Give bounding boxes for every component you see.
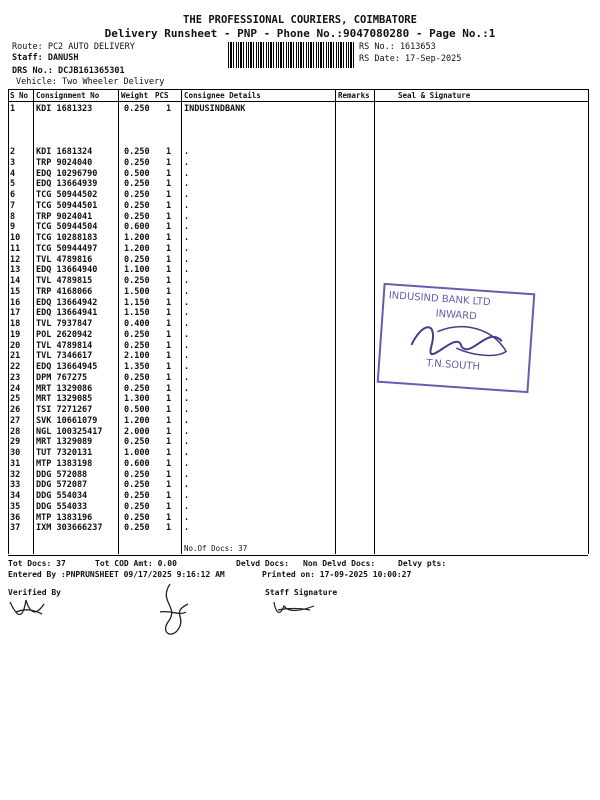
stamp-signature-scribble xyxy=(401,314,514,364)
row-sno: 19 xyxy=(10,329,21,340)
row-weight: 0.250 xyxy=(124,211,150,222)
row-sno: 17 xyxy=(10,308,21,319)
row-sno: 21 xyxy=(10,351,21,362)
row-weight: 0.250 xyxy=(124,254,150,265)
stamp-bank-name: INDUSIND BANK LTD xyxy=(388,290,491,309)
row-pcs: 1 xyxy=(166,501,172,512)
row-sno: 34 xyxy=(10,491,21,501)
row-weight: 2.100 xyxy=(124,351,150,362)
row-sno: 2 xyxy=(10,147,16,157)
row-consignee-details: . xyxy=(184,469,190,480)
row-consignee-details: . xyxy=(184,286,190,297)
row-consignee-details: . xyxy=(184,297,190,308)
row-consignment-no: DDG 572087 xyxy=(36,480,88,491)
row-sno: 36 xyxy=(10,512,21,523)
row-sno: 26 xyxy=(10,405,21,415)
row-pcs: 1 xyxy=(166,265,172,276)
row-weight: 0.250 xyxy=(124,329,150,340)
row-pcs: 1 xyxy=(166,340,172,351)
row-sno: 5 xyxy=(10,179,16,190)
row-sno: 25 xyxy=(10,394,21,405)
rs-date: RS Date: 17-Sep-2025 xyxy=(359,54,462,64)
row-consignment-no: DPM 767275 xyxy=(36,372,88,383)
row-sno: 18 xyxy=(10,319,21,329)
row-consignee-details: . xyxy=(184,426,190,437)
col-seal-header: Seal & Signature xyxy=(398,91,471,100)
row-weight: 1.200 xyxy=(124,233,150,243)
col-remarks-header: Remarks xyxy=(338,91,370,100)
row-consignee-details: . xyxy=(184,329,190,340)
row-weight: 0.250 xyxy=(124,200,150,211)
row-pcs: 1 xyxy=(166,351,172,362)
row-consignee-details: . xyxy=(184,351,190,362)
entered-by: Entered By :PNPRUNSHEET 09/17/2025 9:16:12 AM xyxy=(8,570,225,579)
row-weight: 0.250 xyxy=(124,491,150,501)
row-pcs: 1 xyxy=(166,383,172,394)
row-consignee-details: . xyxy=(184,405,190,415)
row-weight: 1.350 xyxy=(124,362,150,372)
delvd-docs: Delvd Docs: xyxy=(236,559,289,568)
row-pcs: 1 xyxy=(166,415,172,426)
row-consignment-no: TUT 7320131 xyxy=(36,448,93,458)
row-pcs: 1 xyxy=(166,179,172,190)
row-pcs: 1 xyxy=(166,319,172,329)
row-sno: 30 xyxy=(10,448,21,458)
tot-docs: Tot Docs: 37 xyxy=(8,559,66,568)
row-consignment-no: SVK 10661079 xyxy=(36,415,98,426)
row-consignment-no: TRP 4168066 xyxy=(36,286,93,297)
row-consignment-no: MTP 1383196 xyxy=(36,512,93,523)
row-pcs: 1 xyxy=(166,168,172,179)
row-pcs: 1 xyxy=(166,200,172,211)
row-consignee-details: . xyxy=(184,276,190,286)
stamp-region: T.N.SOUTH xyxy=(425,357,481,373)
row-consignee-details: . xyxy=(184,200,190,211)
row-consignee-details: . xyxy=(184,265,190,276)
row-consignment-no: TCG 50944504 xyxy=(36,222,98,233)
row-pcs: 1 xyxy=(166,448,172,458)
row-consignment-no: MTP 1383198 xyxy=(36,458,93,469)
row-pcs: 1 xyxy=(166,480,172,491)
verifier-signature xyxy=(8,594,48,626)
row-sno: 23 xyxy=(10,372,21,383)
row-consignee-details: . xyxy=(184,190,190,200)
row-weight: 0.250 xyxy=(124,480,150,491)
row-consignment-no: NGL 100325417 xyxy=(36,426,103,437)
row-pcs: 1 xyxy=(166,286,172,297)
row-consignment-no: TCG 10288183 xyxy=(36,233,98,243)
row-consignee-details: . xyxy=(184,415,190,426)
company-title: THE PROFESSIONAL COURIERS, COIMBATORE xyxy=(183,14,417,26)
row-sno: 6 xyxy=(10,190,16,200)
col-weight-header: Weight xyxy=(121,91,149,100)
row-pcs: 1 xyxy=(166,243,172,254)
row-weight: 0.250 xyxy=(124,157,150,168)
row-weight: 1.200 xyxy=(124,243,150,254)
row-sno: 11 xyxy=(10,243,21,254)
row-consignment-no: MRT 1329086 xyxy=(36,383,93,394)
row-consignment-no: TVL 7937847 xyxy=(36,319,93,329)
row-consignment-no: DDG 572088 xyxy=(36,469,88,480)
row-consignment-no: MRT 1329085 xyxy=(36,394,93,405)
tot-cod-amt: Tot COD Amt: 0.00 xyxy=(95,559,177,568)
row-weight: 1.100 xyxy=(124,265,150,276)
row-sno: 14 xyxy=(10,276,21,286)
row-consignee-details: . xyxy=(184,179,190,190)
row-weight: 0.500 xyxy=(124,405,150,415)
row-sno: 28 xyxy=(10,426,21,437)
row-weight: 1.150 xyxy=(124,297,150,308)
row-consignee-details: . xyxy=(184,243,190,254)
row-sno: 8 xyxy=(10,211,16,222)
row-consignee-details: . xyxy=(184,157,190,168)
row-pcs: 1 xyxy=(166,147,172,157)
row-consignee-details: . xyxy=(184,448,190,458)
row-consignment-no: TVL 7346617 xyxy=(36,351,93,362)
row-consignment-no: IXM 303666237 xyxy=(36,523,103,534)
row-pcs: 1 xyxy=(166,523,172,534)
row-pcs: 1 xyxy=(166,104,172,114)
receiver-signature xyxy=(150,582,192,644)
row-sno: 3 xyxy=(10,157,16,168)
row-consignee-details: . xyxy=(184,523,190,534)
row-consignment-no: KDI 1681324 xyxy=(36,147,93,157)
row-weight: 0.250 xyxy=(124,372,150,383)
row-weight: 0.400 xyxy=(124,319,150,329)
row-sno: 29 xyxy=(10,437,21,448)
staff-signature xyxy=(270,598,318,620)
printed-on: Printed on: 17-09-2025 10:00:27 xyxy=(262,570,412,579)
row-sno: 9 xyxy=(10,222,16,233)
row-consignment-no: TRP 9024040 xyxy=(36,157,93,168)
row-consignment-no: TVL 4789815 xyxy=(36,276,93,286)
row-sno: 10 xyxy=(10,233,21,243)
row-pcs: 1 xyxy=(166,491,172,501)
delvy-pts: Delvy pts: xyxy=(398,559,447,568)
row-weight: 1.150 xyxy=(124,308,150,319)
row-consignee-details: . xyxy=(184,254,190,265)
row-consignment-no: DDG 554033 xyxy=(36,501,88,512)
col-consignee-header: Consignee Details xyxy=(184,91,261,100)
row-consignee-details: . xyxy=(184,308,190,319)
row-weight: 0.250 xyxy=(124,437,150,448)
col-consignment-header: Consignment No xyxy=(36,91,100,100)
row-sno: 31 xyxy=(10,458,21,469)
row-sno: 16 xyxy=(10,297,21,308)
row-consignment-no: EDQ 10296790 xyxy=(36,168,98,179)
row-weight: 0.250 xyxy=(124,469,150,480)
row-consignment-no: KDI 1681323 xyxy=(36,104,93,114)
row-pcs: 1 xyxy=(166,157,172,168)
row-consignee-details: . xyxy=(184,211,190,222)
row-consignment-no: TRP 9024041 xyxy=(36,211,93,222)
row-consignment-no: EDQ 13664939 xyxy=(36,179,98,190)
row-consignment-no: TCG 50944502 xyxy=(36,190,98,200)
row-sno: 33 xyxy=(10,480,21,491)
row-consignee-details: . xyxy=(184,168,190,179)
row-consignee-details: . xyxy=(184,340,190,351)
barcode xyxy=(228,42,354,68)
row-weight: 0.250 xyxy=(124,383,150,394)
row-pcs: 1 xyxy=(166,254,172,265)
row-consignment-no: EDQ 13664942 xyxy=(36,297,98,308)
col-sno-header: S No xyxy=(10,91,29,100)
row-sno: 7 xyxy=(10,200,16,211)
row-consignee-details: . xyxy=(184,491,190,501)
bank-stamp xyxy=(377,283,536,393)
col-pcs-header: PCS xyxy=(155,91,169,100)
row-consignment-no: EDQ 13664941 xyxy=(36,308,98,319)
row-consignee-details: . xyxy=(184,147,190,157)
vehicle-label: Vehicle: Two Wheeler Delivery xyxy=(16,77,165,87)
row-consignee-details: . xyxy=(184,394,190,405)
row-consignee-details: . xyxy=(184,458,190,469)
row-pcs: 1 xyxy=(166,372,172,383)
staff-label: Staff: DANUSH xyxy=(12,53,79,63)
row-weight: 0.250 xyxy=(124,104,150,114)
no-of-docs: No.Of Docs: 37 xyxy=(184,544,248,553)
row-sno: 22 xyxy=(10,362,21,372)
table-header-divider xyxy=(8,101,588,102)
row-pcs: 1 xyxy=(166,458,172,469)
row-sno: 37 xyxy=(10,523,21,534)
row-sno: 4 xyxy=(10,168,16,179)
row-weight: 0.250 xyxy=(124,147,150,157)
row-pcs: 1 xyxy=(166,233,172,243)
stamp-inward: INWARD xyxy=(435,308,478,323)
route-label: Route: PC2 AUTO DELIVERY xyxy=(12,42,135,52)
row-consignment-no: MRT 1329089 xyxy=(36,437,93,448)
row-pcs: 1 xyxy=(166,222,172,233)
row-weight: 0.500 xyxy=(124,168,150,179)
row-pcs: 1 xyxy=(166,211,172,222)
row-consignment-no: TCG 50944501 xyxy=(36,200,98,211)
row-consignee-details: . xyxy=(184,501,190,512)
rs-number: RS No.: 1613653 xyxy=(359,42,436,52)
row-pcs: 1 xyxy=(166,437,172,448)
row-pcs: 1 xyxy=(166,276,172,286)
row-consignment-no: POL 2620942 xyxy=(36,329,93,340)
row-consignment-no: TCG 50944497 xyxy=(36,243,98,254)
row-pcs: 1 xyxy=(166,512,172,523)
row-pcs: 1 xyxy=(166,394,172,405)
row-sno: 15 xyxy=(10,286,21,297)
row-consignee-details: . xyxy=(184,437,190,448)
row-weight: 0.250 xyxy=(124,512,150,523)
row-consignee-details: . xyxy=(184,319,190,329)
row-sno: 12 xyxy=(10,254,21,265)
row-pcs: 1 xyxy=(166,190,172,200)
row-sno: 35 xyxy=(10,501,21,512)
row-consignment-no: EDQ 13664945 xyxy=(36,362,98,372)
row-pcs: 1 xyxy=(166,426,172,437)
row-weight: 1.300 xyxy=(124,394,150,405)
row-pcs: 1 xyxy=(166,329,172,340)
row-sno: 13 xyxy=(10,265,21,276)
row-weight: 0.250 xyxy=(124,276,150,286)
row-weight: 1.500 xyxy=(124,286,150,297)
runsheet-subtitle: Delivery Runsheet - PNP - Phone No.:9047080280 - Page No.:1 xyxy=(104,27,496,40)
row-consignee-details: . xyxy=(184,383,190,394)
row-consignee-details: . xyxy=(184,233,190,243)
row-weight: 0.600 xyxy=(124,222,150,233)
row-weight: 0.250 xyxy=(124,190,150,200)
row-pcs: 1 xyxy=(166,469,172,480)
row-weight: 2.000 xyxy=(124,426,150,437)
row-sno: 20 xyxy=(10,340,21,351)
row-weight: 0.250 xyxy=(124,523,150,534)
row-consignment-no: TVL 4789814 xyxy=(36,340,93,351)
row-consignment-no: EDQ 13664940 xyxy=(36,265,98,276)
row-consignment-no: TVL 4789816 xyxy=(36,254,93,265)
row-weight: 1.200 xyxy=(124,415,150,426)
verified-by-label: Verified By xyxy=(8,588,61,597)
row-pcs: 1 xyxy=(166,405,172,415)
row-consignment-no: DDG 554034 xyxy=(36,491,88,501)
row-sno: 27 xyxy=(10,415,21,426)
row-pcs: 1 xyxy=(166,308,172,319)
staff-signature-label: Staff Signature xyxy=(265,588,338,597)
row-sno: 1 xyxy=(10,104,16,114)
drs-number: DRS No.: DCJB161365301 xyxy=(12,66,125,76)
row-consignment-no: TSI 7271267 xyxy=(36,405,93,415)
row-consignee-details: . xyxy=(184,362,190,372)
row-sno: 24 xyxy=(10,383,21,394)
row-consignee-details: . xyxy=(184,480,190,491)
row-weight: 0.600 xyxy=(124,458,150,469)
row-weight: 0.250 xyxy=(124,179,150,190)
row-weight: 1.000 xyxy=(124,448,150,458)
row-pcs: 1 xyxy=(166,362,172,372)
row-consignee-details: . xyxy=(184,372,190,383)
row-consignee-details: . xyxy=(184,222,190,233)
row-consignee-details: INDUSINDBANK xyxy=(184,104,246,114)
row-weight: 0.250 xyxy=(124,340,150,351)
non-delvd-docs: Non Delvd Docs: xyxy=(303,559,376,568)
row-consignee-details: . xyxy=(184,512,190,523)
row-sno: 32 xyxy=(10,469,21,480)
row-weight: 0.250 xyxy=(124,501,150,512)
row-pcs: 1 xyxy=(166,297,172,308)
